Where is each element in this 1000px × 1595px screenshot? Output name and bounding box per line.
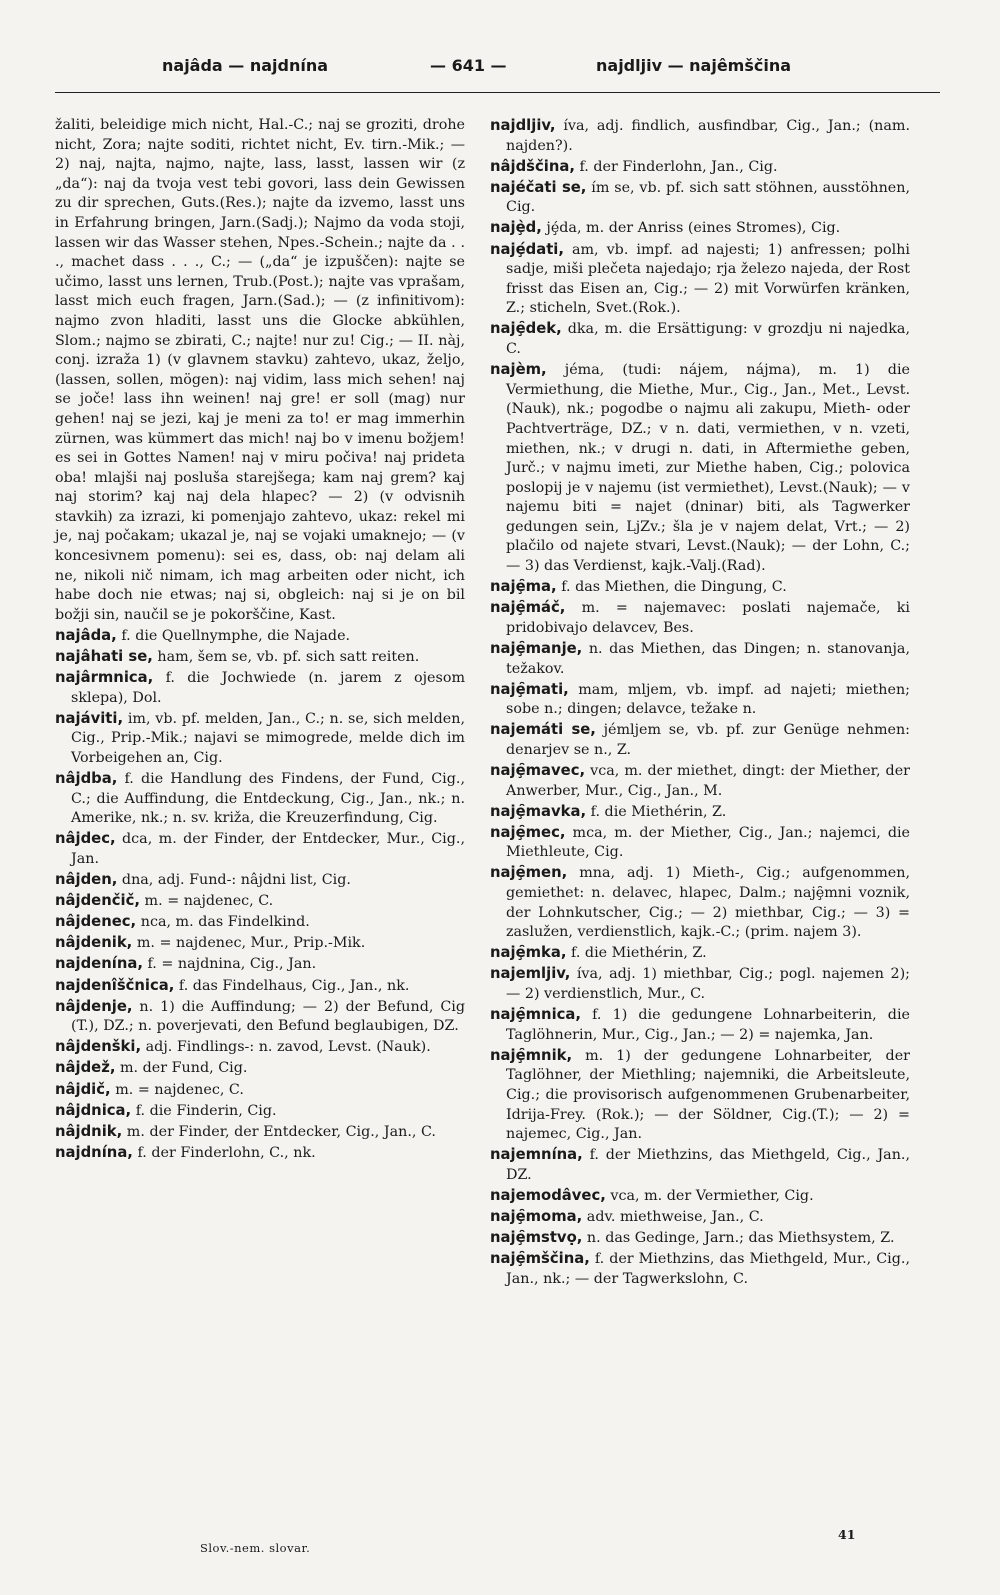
entry-headword: najârmnica, <box>55 669 154 687</box>
header-rule <box>55 92 940 93</box>
dictionary-entry <box>490 943 910 964</box>
entry-definition: f. der Finderlohn, C., nk. <box>132 1144 316 1161</box>
entry-definition: jémljem se, vb. pf. zur Genüge nehmen: denarjev se n., Z. <box>506 722 910 758</box>
entry-headword: nâjdenec, <box>55 913 137 931</box>
dictionary-entry <box>55 891 465 912</box>
entry-headword: nâjdba, <box>55 770 118 788</box>
entry-headword: najȩ̑mavec, <box>490 762 586 779</box>
entry-definition: dka, m. die Ersättigung: v grozdju ni najedka, C. <box>506 321 910 358</box>
entry-definition: n. das Miethen, das Dingen; n. stanovanja, težakov. <box>506 640 910 677</box>
entry-definition: jȩ́da, m. der Anriss (eines Stromes), Cig. <box>541 220 841 237</box>
entry-definition: íva, adj. 1) miethbar, Cig.; pogl. najemen 2); — 2) verdienstlich, Mur., C. <box>506 966 910 1003</box>
dictionary-entry <box>55 976 465 997</box>
dictionary-entry <box>490 218 910 239</box>
entry-headword: najemnína, <box>490 1146 583 1164</box>
entry-definition: f. die Handlung des Findens, der Fund, Cig., C.; die Auffindung, die Entdeckung, Cig., Jan., nk.; n. Amerike, nk.; n. sv. križa, die Kreuzerfindung, Cig. <box>71 771 465 827</box>
dictionary-entry <box>490 1005 910 1045</box>
dictionary-entry <box>55 1143 465 1164</box>
entry-definition: ím se, vb. pf. sich satt stöhnen, ausstöhnen, Cig. <box>506 179 910 216</box>
dictionary-entry <box>490 598 910 638</box>
dictionary-entry <box>490 157 910 178</box>
dictionary-entry <box>55 668 465 708</box>
entry-headword: najȩ̑mnik, <box>490 1046 573 1064</box>
dictionary-entry <box>55 1058 465 1079</box>
entry-definition: dca, m. der Finder, der Entdecker, Mur., Cig., Jan. <box>71 831 465 867</box>
entry-headword: najemljiv, <box>490 965 571 983</box>
entry-headword: najȩ̑moma, <box>490 1208 583 1226</box>
entry-definition: f. die Miethérin, Z. <box>586 803 727 820</box>
entry-definition: m. = najdenec, Mur., Prip.-Mik. <box>132 935 366 952</box>
entry-headword: najȩ̑mec, <box>490 823 566 841</box>
entry-definition: adj. Findlings-: n. zavod, Levst. (Nauk). <box>141 1039 431 1056</box>
dictionary-entry <box>490 1207 910 1228</box>
entry-headword: najȩ̑mnica, <box>490 1006 582 1024</box>
entry-headword: najdenîščnica, <box>55 976 175 994</box>
dictionary-entry <box>490 319 910 359</box>
entry-headword: najdnína, <box>55 1143 133 1161</box>
entry-headword: najȩ̑dek, <box>490 320 562 338</box>
dictionary-entry <box>490 680 910 720</box>
dictionary-entry <box>490 639 910 679</box>
entry-definition: vca, m. der miethet, dingt: der Miether, der Anwerber, Mur., Cig., Jan., M. <box>506 763 910 799</box>
header-page-number: — 641 — <box>430 56 507 75</box>
entry-definition: am, vb. impf. ad najesti; 1) anfressen; polhi sadje, miši plečeta najedajo; rja železo najeda, der Rost frisst das Eisen an, Cig.; — 2) mit Vorwürfen kränken, Z.; sticheln, Svet.(Rok.). <box>506 241 910 317</box>
entry-definition: m. = najdenec, C. <box>140 893 274 910</box>
entry-headword: najèm, <box>490 361 547 379</box>
dictionary-entry <box>490 802 910 823</box>
dictionary-entry <box>490 964 910 1004</box>
entry-headword: najáviti, <box>55 709 124 727</box>
dictionary-entry <box>55 116 465 625</box>
dictionary-entry <box>55 647 465 668</box>
entry-definition: adv. miethweise, Jan., C. <box>582 1209 764 1226</box>
entry-definition: n. das Gedinge, Jarn.; das Miethsystem, Z. <box>582 1230 895 1247</box>
entry-definition: f. der Miethzins, das Miethgeld, Mur., Cig., Jan., nk.; — der Tagwerkslohn, C. <box>506 1251 910 1287</box>
entry-headword: nâjdenik, <box>55 934 133 952</box>
dictionary-entry <box>490 577 910 598</box>
entry-definition: f. die Miethérin, Z. <box>566 945 707 962</box>
dictionary-entry <box>55 1101 465 1122</box>
entry-headword: nâjdež, <box>55 1059 116 1077</box>
entry-definition: f. die Finderin, Cig. <box>131 1102 277 1119</box>
entry-definition: f. das Findelhaus, Cig., Jan., nk. <box>174 977 410 994</box>
dictionary-entry <box>55 997 465 1037</box>
dictionary-entry <box>490 761 910 801</box>
entry-definition: vca, m. der Vermiether, Cig. <box>605 1187 814 1204</box>
entry-headword: najȩ̑mstvọ, <box>490 1229 583 1247</box>
entry-definition: ham, šem se, vb. pf. sich satt reiten. <box>152 649 420 666</box>
dictionary-entry <box>490 720 910 760</box>
entry-headword: nâjdič, <box>55 1080 111 1098</box>
dictionary-entry <box>55 954 465 975</box>
footer-sheet-number: 41 <box>838 1527 856 1542</box>
header-right-guideword: najdljiv — najêmščina <box>596 56 792 75</box>
dictionary-entry <box>55 709 465 769</box>
entry-definition: im, vb. pf. melden, Jan., C.; n. se, sich melden, Cig., Prip.-Mik.; najavi se mimogrede, melde dich im Vorbeigehen an, Cig. <box>71 710 465 766</box>
dictionary-entry <box>55 1122 465 1143</box>
dictionary-entry <box>55 626 465 647</box>
dictionary-entry <box>55 912 465 933</box>
entry-headword: najȩ̑ma, <box>490 578 557 596</box>
entry-definition: m. = najdenec, C. <box>110 1081 244 1098</box>
dictionary-entry <box>55 870 465 891</box>
entry-definition: f. die Quellnymphe, die Najade. <box>116 627 351 644</box>
dictionary-entry <box>490 240 910 319</box>
entry-definition: f. = najdnina, Cig., Jan. <box>142 956 317 973</box>
dictionary-entry <box>55 933 465 954</box>
entry-headword: najdenína, <box>55 955 143 973</box>
entry-headword: najemáti se, <box>490 721 596 739</box>
dictionary-entry <box>490 360 910 577</box>
entry-headword: najâhati se, <box>55 648 153 666</box>
entry-definition: mam, mljem, vb. impf. ad najeti; miethen; sobe n.; dingen; delavce, težake n. <box>506 681 910 718</box>
entry-headword: nâjden, <box>55 871 118 889</box>
entry-definition: m. 1) der gedungene Lohnarbeiter, der Taglöhner, der Miethling; najemniki, die Arbeitsleute, Cig.; die provisorisch aufgenommenen Grubenarbeiter, Idrija-Frey. (Rok.); — der Söldner, Cig.(T.); — 2) = najemec, Cig., Jan. <box>506 1047 910 1143</box>
dictionary-entry <box>490 1186 910 1207</box>
dictionary-entry <box>490 116 910 156</box>
entry-headword: najȩ̀d, <box>490 219 542 237</box>
dictionary-entry <box>490 823 910 863</box>
entry-headword: najȩ̑mati, <box>490 680 569 698</box>
footer-signature: Slov.-nem. slovar. <box>200 1541 311 1555</box>
entry-headword: najdljiv, <box>490 117 556 134</box>
entry-headword: najâda, <box>55 626 117 644</box>
entry-headword: najȩ̑men, <box>490 864 568 882</box>
entry-headword: najȩ̑máč, <box>490 599 566 617</box>
dictionary-entry <box>490 863 910 942</box>
right-column <box>490 116 910 1290</box>
dictionary-entry <box>490 1145 910 1185</box>
entry-definition: nca, m. das Findelkind. <box>136 914 310 931</box>
left-column <box>55 116 465 1164</box>
entry-definition: m. = najemavec: poslati najemače, ki pridobivajo delavcev, Bes. <box>506 600 910 636</box>
entry-definition: mna, adj. 1) Mieth-, Cig.; aufgenommen, gemiethet: n. delavec, hlapec, Dalm.; najȩ̑mni voznik, der Lohnkutscher, Cig.; — 2) miethbar, Cig.; — 3) = zaslužen, verdienstlich, kajk.-C.; (prim. najem 3). <box>506 865 910 941</box>
dictionary-entry <box>55 769 465 829</box>
dictionary-entry <box>490 178 910 218</box>
entry-headword: najȩ̑mščina, <box>490 1250 590 1268</box>
entry-headword: najéčati se, <box>490 178 587 196</box>
entry-definition: f. 1) die gedungene Lohnarbeiterin, die Taglöhnerin, Mur., Cig., Jan.; — 2) = najemka, Jan. <box>506 1007 910 1043</box>
entry-definition: f. das Miethen, die Dingung, C. <box>556 579 787 596</box>
dictionary-entry <box>55 1080 465 1101</box>
page-header <box>0 48 1000 82</box>
entry-headword: najȩ̑mavka, <box>490 802 587 820</box>
entry-headword: nâjdenje, <box>55 997 133 1015</box>
entry-definition: mca, m. der Miether, Cig., Jan.; najemci, die Miethleute, Cig. <box>506 824 910 861</box>
entry-definition: jéma, (tudi: nájem, nájma), m. 1) die Vermiethung, die Miethe, Mur., Cig., Jan., Met., Levst.(Nauk), nk.; pogodbe o najmu ali zakupu, Mieth- oder Pachtverträge, DZ.; v n. dati, vermiethen, v n. vzeti, miethen, nk.; v drugi n. dati, in Aftermiethe geben, Jurč.; v najmu imeti, zur Miethe haben, Cig.; polovica poslopij je v najemu (ist vermiethet), Levst.(Nauk); — v najemu biti = najet (dninar) biti, als Tagwerker gedungen sein, LjZv.; šla je v najem delat, Vrt.; — 2) plačilo od najete stvari, Levst.(Nauk); — der Lohn, C.; — 3) das Verdienst, kajk.-Valj.(Rad). <box>506 362 910 575</box>
dictionary-entry <box>55 1037 465 1058</box>
dictionary-entry <box>490 1249 910 1289</box>
entry-definition: žaliti, beleidige mich nicht, Hal.-C.; naj se groziti, drohe nicht, Zora; najte soditi, richtet nicht, Ev. tirn.-Mik.; — 2) naj, najta, najmo, najte, lass, lasst, lassen wir (z „da“): naj da tvoja vest tebi govori, lass dein Gewissen zu dir sprechen, Guts.(Res.); najte da izvemo, lasst uns in Erfahrung bringen, Jarn.(Sadj.); Najmo da voda stoji, lassen wir das Wasser stehen, Npes.-Schein.; najte da . . ., machet dass . . ., C.; — („da“ je izpuščen): najte se učimo, lasst uns lernen, Trub.(Post.); najte vas vprašam, lasst mich euch fragen, Jarn.(Sad.); — (z infinitivom): najmo zvon hladiti, lasst uns die Glocke abkühlen, Slom.; najmo se zbirati, C.; najte! nur zu! Cig.; — II. nàj, conj. izraža 1) (v glavnem stavku) zahtevo, ukaz, željo, (lassen, sollen, mögen): naj vidim, lass mich sehen! naj se joče! lass ihn weinen! naj gre! er soll (mag) nur gehen! naj se jezi, kaj je meni za to! er mag immerhin zürnen, was kümmert das mich! naj bo v imenu božjem! es sei in Gottes Namen! naj v miru počiva! naj prideta oba! mlajši naj posluša starejšega; kam naj grem? kaj naj storim? kaj naj dela hlapec? — 2) (v odvisnih stavkih) za izrazi, ki pomenjajo zahtevo, ukaz: rekel mi je, naj počakam; ukazal je, naj se vojaki umaknejo; — (v koncesivnem pomenu): sei es, dass, ob: naj delam ali ne, nikoli nič nimam, ich mag arbeiten oder nicht, ich habe doch nie etwas; naj si, obgleich: naj si je on bil božji sin, naučil se je pokorščine, Kast. <box>55 117 465 623</box>
entry-headword: nâjdenčič, <box>55 892 140 910</box>
entry-definition: f. die Jochwiede (n. jarem z ojesom sklepa), Dol. <box>71 670 465 706</box>
entry-headword: nâjdenški, <box>55 1038 142 1056</box>
entry-definition: m. der Fund, Cig. <box>115 1060 248 1077</box>
entry-headword: najȩ́dati, <box>490 240 564 258</box>
entry-definition: n. 1) die Auffindung; — 2) der Befund, Cig (T.), DZ.; n. poverjevati, den Befund beglaubigen, DZ. <box>71 998 465 1035</box>
entry-definition: dna, adj. Fund-: nâjdni list, Cig. <box>117 872 351 889</box>
entry-headword: nâjdščina, <box>490 157 575 175</box>
dictionary-entry <box>55 829 465 869</box>
entry-headword: nâjdnica, <box>55 1101 132 1119</box>
entry-definition: f. der Miethzins, das Miethgeld, Cig., Jan., DZ. <box>506 1147 910 1183</box>
entry-headword: nâjdec, <box>55 830 116 848</box>
dictionary-entry <box>490 1228 910 1249</box>
entry-headword: najȩ̑manje, <box>490 639 583 657</box>
entry-headword: nâjdnik, <box>55 1122 123 1140</box>
entry-headword: najȩ̑mka, <box>490 944 567 962</box>
header-left-guideword: najâda — najdnína <box>162 56 329 75</box>
entry-definition: f. der Finderlohn, Jan., Cig. <box>574 158 778 175</box>
dictionary-entry <box>490 1046 910 1145</box>
entry-definition: íva, adj. findlich, ausfindbar, Cig., Jan.; (nam. najden?). <box>506 118 910 154</box>
entry-headword: najemodâvec, <box>490 1186 606 1204</box>
entry-definition: m. der Finder, der Entdecker, Cig., Jan., C. <box>122 1123 436 1140</box>
